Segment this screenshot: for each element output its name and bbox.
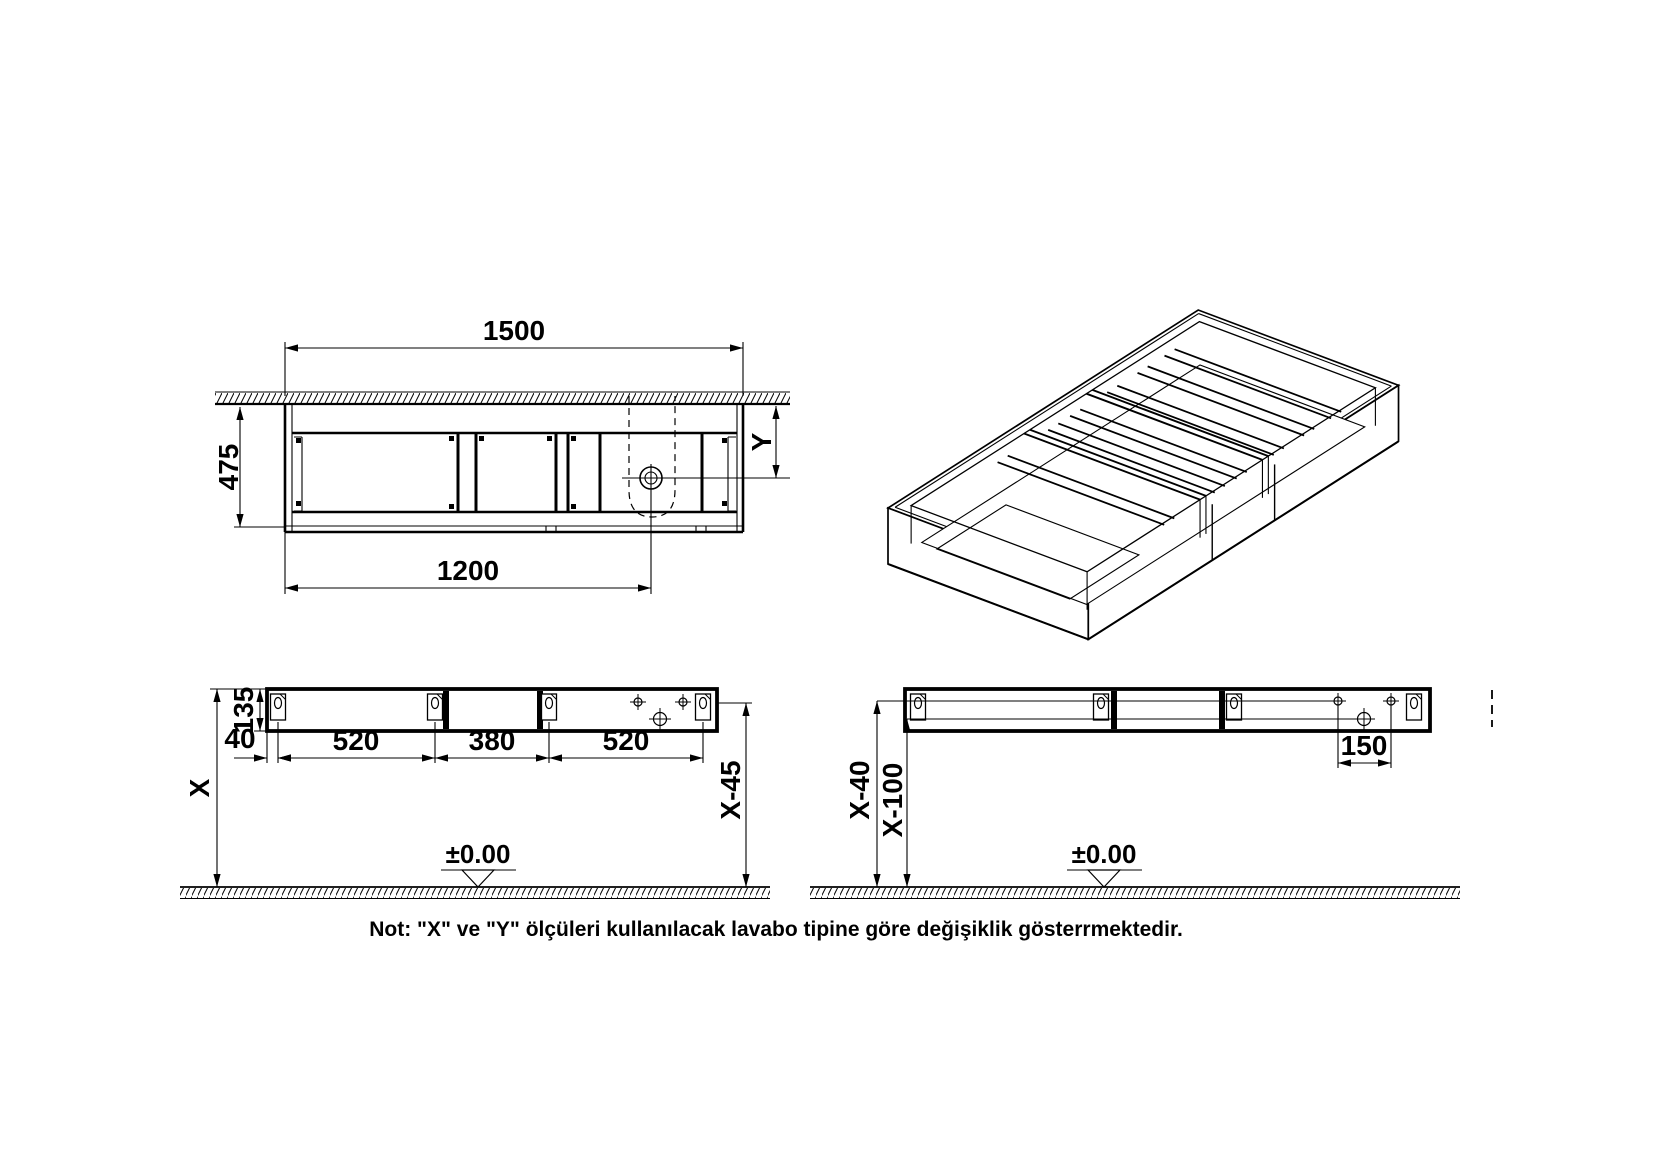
slide-clip bbox=[547, 436, 552, 441]
slide-clip bbox=[571, 504, 576, 509]
mounting-bracket bbox=[696, 694, 711, 720]
slide-clip bbox=[296, 501, 301, 506]
dim-label-475: 475 bbox=[213, 443, 244, 491]
plan-view bbox=[213, 315, 790, 594]
front-elevation-left bbox=[180, 687, 770, 899]
drawer-slide-rail-left bbox=[294, 437, 302, 511]
datum-label-left: ±0.00 bbox=[445, 839, 511, 869]
divider-bar bbox=[1219, 691, 1225, 729]
dim-lower-hole-height bbox=[877, 719, 908, 887]
dim-cabinet-height bbox=[184, 689, 217, 887]
dim-bracket-spans bbox=[278, 725, 703, 758]
dim-plan-depth bbox=[213, 407, 285, 527]
front-elevation-right bbox=[810, 689, 1492, 899]
dim-drain-offset bbox=[285, 532, 651, 594]
drawing-note: Not: "X" ve "Y" ölçüleri kullanılacak lavabo tipine göre değişiklik gösterrmektedir. bbox=[369, 918, 1183, 941]
slide-clip bbox=[449, 504, 454, 509]
mounting-bracket bbox=[271, 694, 286, 720]
dim-label-40: 40 bbox=[224, 723, 256, 754]
dim-label-x40: X-40 bbox=[844, 760, 875, 820]
datum-triangle-right bbox=[1088, 870, 1120, 887]
dim-plan-width bbox=[285, 315, 743, 396]
isometric-view bbox=[888, 310, 1399, 639]
mounting-bracket bbox=[911, 694, 926, 720]
dim-label-y: Y bbox=[746, 432, 777, 452]
mounting-bracket bbox=[428, 694, 443, 720]
dim-bracket-hole-height bbox=[715, 703, 746, 887]
dim-label-x45: X-45 bbox=[715, 760, 746, 820]
slide-clip bbox=[722, 438, 727, 443]
dim-drain-from-wall bbox=[746, 406, 777, 478]
datum-left bbox=[441, 839, 516, 887]
datum-right bbox=[1067, 839, 1142, 887]
slide-clip bbox=[296, 438, 301, 443]
plan-dividers bbox=[458, 433, 702, 512]
dim-label-135: 135 bbox=[228, 686, 259, 734]
divider-bar bbox=[1111, 691, 1117, 729]
mounting-rail-panel-2 bbox=[905, 689, 1430, 731]
mounting-bracket bbox=[1407, 694, 1422, 720]
dim-top-hole-height bbox=[844, 701, 877, 887]
mounting-bracket bbox=[542, 694, 557, 720]
slide-clip bbox=[479, 436, 484, 441]
dim-label-1200: 1200 bbox=[436, 555, 500, 586]
datum-label-right: ±0.00 bbox=[1071, 839, 1137, 869]
floor-right bbox=[810, 887, 1460, 899]
mounting-bracket bbox=[1094, 694, 1109, 720]
cabinet-plan-outline bbox=[285, 404, 743, 532]
washbasin-cutout-dashed bbox=[629, 396, 675, 517]
dim-label-1500: 1500 bbox=[482, 315, 546, 346]
datum-triangle-left bbox=[462, 870, 494, 887]
divider-bar bbox=[443, 691, 449, 729]
dim-label-150: 150 bbox=[1340, 730, 1388, 761]
slide-clip bbox=[722, 501, 727, 506]
slide-clip bbox=[571, 436, 576, 441]
drawer-slide-rail-right bbox=[728, 437, 736, 511]
slide-clip bbox=[449, 436, 454, 441]
dim-label-520b: 520 bbox=[602, 725, 650, 756]
mounting-bracket bbox=[1227, 694, 1242, 720]
dim-label-520a: 520 bbox=[332, 725, 380, 756]
wall-section bbox=[215, 392, 790, 404]
floor-left bbox=[180, 887, 770, 899]
dim-label-380: 380 bbox=[468, 725, 516, 756]
dim-label-x100: X-100 bbox=[877, 762, 908, 838]
dim-label-x: X bbox=[184, 778, 215, 798]
